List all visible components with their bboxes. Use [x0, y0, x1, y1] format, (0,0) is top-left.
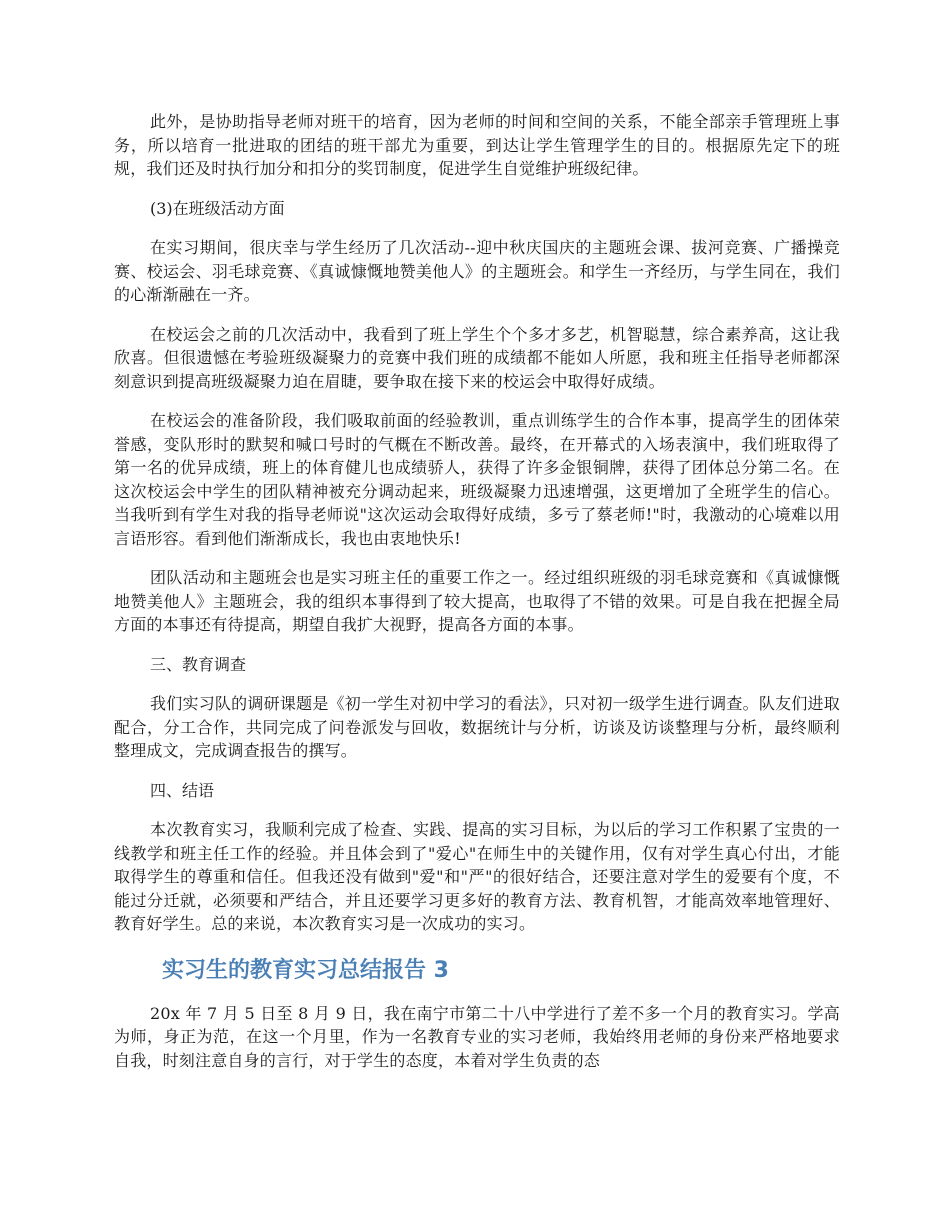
section-heading-survey: 三、教育调查 — [150, 654, 247, 674]
paragraph: 在实习期间，很庆幸与学生经历了几次活动--迎中秋庆国庆的主题班会课、拔河竞赛、广播操竞赛、校运会、羽毛球竞赛、《真诚慷慨地赞美他人》的主题班会。和学生一齐经历，与学生同在，我们的心渐渐融在一齐。 — [114, 238, 840, 304]
paragraph: 我们实习队的调研课题是《初一学生对初中学习的看法》，只对初一级学生进行调查。队友们进取配合，分工合作，共同完成了问卷派发与回收，数据统计与分析，访谈及访谈整理与分析，最终顺利整理成文，完成调查报告的撰写。 — [114, 694, 840, 760]
document-page — [114, 110, 840, 1088]
paragraph: 团队活动和主题班会也是实习班主任的重要工作之一。经过组织班级的羽毛球竞赛和《真诚慷慨地赞美他人》主题班会，我的组织本事得到了较大提高，也取得了不错的效果。可是自我在把握全局方面的本事还有待提高，期望自我扩大视野，提高各方面的本事。 — [114, 568, 840, 634]
paragraph: 在校运会之前的几次活动中，我看到了班上学生个个多才多艺，机智聪慧，综合素养高，这让我欣喜。但很遗憾在考验班级凝聚力的竞赛中我们班的成绩都不能如人所愿，我和班主任指导老师都深刻意识到提高班级凝聚力迫在眉睫，要争取在接下来的校运会中取得好成绩。 — [114, 324, 840, 391]
paragraph: 在校运会的准备阶段，我们吸取前面的经验教训，重点训练学生的合作本事，提高学生的团体荣誉感，变队形时的默契和喊口号时的气概在不断改善。最终，在开幕式的入场表演中，我们班取得了第一名的优异成绩，班上的体育健儿也成绩骄人，获得了许多金银铜牌，获得了团体总分第二名。在这次校运会中学生的团队精神被充分调动起来，班级凝聚力迅速增强，这更增加了全班学生的信心。当我听到有学生对我的指导老师说"这次运动会取得好成绩，多亏了蔡老师!"时，我激动的心境难以用言语形容。看到他们渐渐成长，我也由衷地快乐! — [114, 411, 840, 548]
report-title: 实习生的教育实习总结报告 3 — [162, 957, 449, 983]
paragraph: 本次教育实习，我顺利完成了检查、实践、提高的实习目标，为以后的学习工作积累了宝贵的一线教学和班主任工作的经验。并且体会到了"爱心"在师生中的关键作用，仅有对学生真心付出，才能取得学生的尊重和信任。但我还没有做到"爱"和"严"的很好结合，还要注意对学生的爱要有个度，不能过分迁就，必须要和严结合，并且还要学习更多好的教育方法、教育机智，才能高效率地管理好、教育好学生。总的来说，本次教育实习是一次成功的实习。 — [114, 820, 840, 933]
section-heading-conclusion: 四、结语 — [150, 780, 215, 800]
paragraph: 此外，是协助指导老师对班干的培育，因为老师的时间和空间的关系，不能全部亲手管理班上事务，所以培育一批进取的团结的班干部尤为重要，到达让学生管理学生的目的。根据原先定下的班规，我们还及时执行加分和扣分的奖罚制度，促进学生自觉维护班级纪律。 — [114, 112, 840, 178]
paragraph: 20x 年 7 月 5 日至 8 月 9 日，我在南宁市第二十八中学进行了差不多一个月的教育实习。学高为师，身正为范，在这一个月里，作为一名教育专业的实习老师，我始终用老师的身份来严格地要求自我，时刻注意自身的言行，对于学生的态度，本着对学生负责的态 — [114, 1003, 840, 1070]
subsection-heading: (3)在班级活动方面 — [150, 198, 285, 218]
